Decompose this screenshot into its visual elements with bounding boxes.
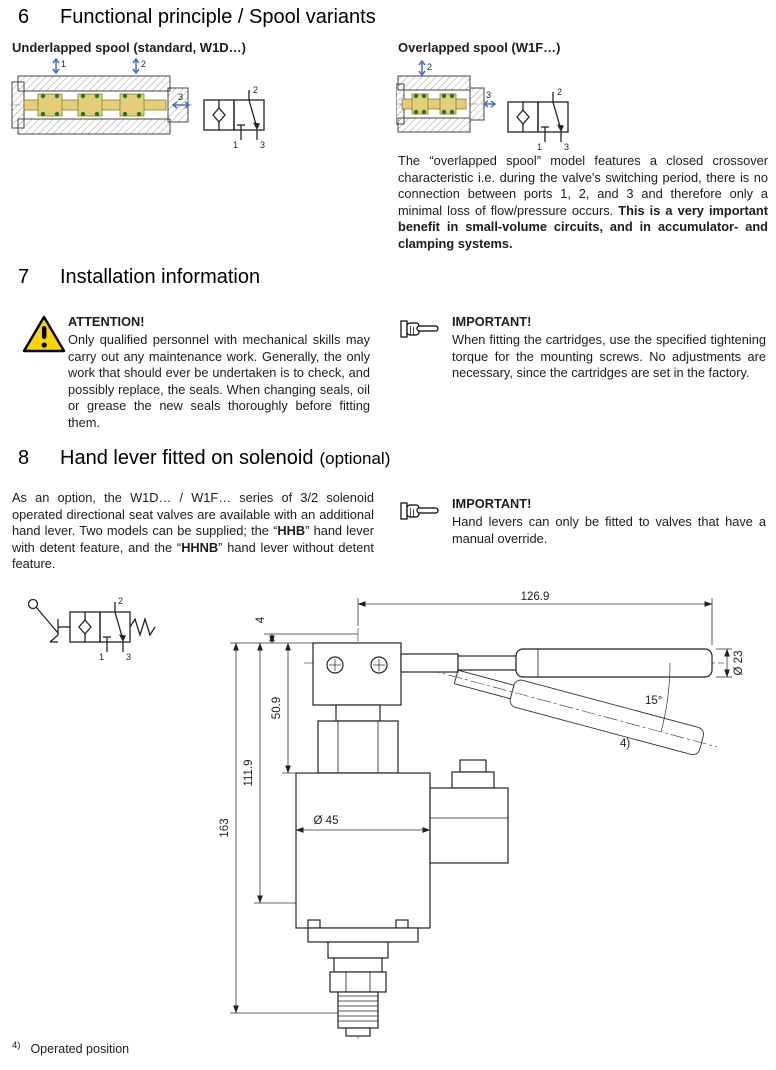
port-label-3: 3 [486, 90, 492, 100]
model-hhnb: HHNB [181, 539, 219, 555]
note-ref-4: 4) [620, 738, 631, 750]
spool [402, 94, 466, 114]
dim-126-9: 126.9 [520, 591, 550, 603]
dim-4: 4 [255, 616, 267, 624]
pointing-hand-icon [400, 318, 440, 340]
underlapped-valve-symbol [196, 82, 301, 152]
section-6-title: Functional principle / Spool variants [60, 6, 376, 28]
technical-drawing [208, 590, 774, 1042]
section-7-heading [18, 266, 260, 289]
overlapped-description [398, 153, 768, 253]
attention-body: Only qualified personnel with mechanical skills may carry out any maintenance work. Generally, the only work that should ever be undertaken is to check, and possibly replace, the seals. When changing seals, oil or grease the new seals thoroughly before fitting them. [68, 332, 370, 430]
valve-symbol-shape [29, 600, 156, 653]
lever-shaft [401, 654, 458, 672]
overlapped-description-normal: The “overlapped spool” model features a closed crossover characteristic i.e. during the valve's switching period, there is no connection between ports 1, 2, and 3 and therefore only a minimal loss of flow/pressure occurs. [398, 153, 768, 218]
section-6-heading [18, 6, 376, 29]
dim-grip-diameter: Ø 23 [733, 650, 745, 676]
hand-lever-description [12, 490, 374, 573]
attention-note [68, 314, 370, 432]
footnote [12, 1040, 129, 1056]
hand-lever-symbol [29, 600, 71, 643]
footnote-marker: 4) [12, 1040, 21, 1051]
port-label-2: 2 [253, 85, 259, 95]
connector-plug [430, 788, 508, 863]
important-heading: IMPORTANT! [452, 496, 532, 511]
overlapped-caption: Overlapped spool (W1F…) [398, 40, 561, 55]
dim-coil-diameter: Ø 45 [313, 815, 339, 827]
dim-angle-15: 15° [645, 695, 663, 707]
section-8-number: 8 [18, 447, 30, 469]
dim-50-9: 50.9 [271, 696, 283, 720]
section-8-title: Hand lever fitted on solenoid [60, 447, 314, 469]
spring-symbol [130, 619, 155, 635]
solenoid-coil [296, 773, 430, 928]
valve-symbol-shape [204, 90, 264, 140]
important-heading: IMPORTANT! [452, 314, 532, 329]
important-note-hand-lever [452, 496, 766, 547]
port-label-3: 3 [564, 142, 570, 152]
port-label-2: 2 [118, 596, 124, 606]
cartridge-thread [338, 992, 378, 1028]
port-label-3: 3 [260, 140, 266, 150]
underlapped-caption: Underlapped spool (standard, W1D…) [12, 40, 247, 55]
port-label-1: 1 [537, 142, 543, 152]
overlapped-description-bold: This is a very important benefit in small-volume circuits, and in accumulator- and clamping systems. [398, 202, 768, 251]
important-body: Hand levers can only be fitted to valves that have a manual override. [452, 514, 766, 546]
overlapped-valve-symbol [500, 84, 605, 154]
port-label-2: 2 [557, 87, 563, 97]
port-label-2: 2 [141, 59, 147, 69]
important-note-installation [452, 314, 766, 382]
hand-lever-valve-symbol [10, 592, 180, 670]
overlapped-cross-section-figure [396, 60, 496, 148]
dim-163: 163 [219, 818, 231, 838]
model-hhb: HHB [277, 523, 306, 539]
port-label-1: 1 [233, 140, 239, 150]
important-body: When fitting the cartridges, use the specified tightening torque for the mounting screws. No adjustments are necessary, since the cartridges are set in the factory. [452, 332, 766, 381]
lever-grip [516, 649, 712, 677]
hand-lever-description-part: ” hand lever without detent feature. [12, 539, 374, 572]
valve-symbol-shape [508, 92, 568, 142]
section-8-heading [18, 447, 390, 470]
hand-lever-description-part: As an option, the W1D… / W1F… series of 3/2 solenoid operated directional seat valves are available with an additional hand lever. Two models can be supplied; the “ [12, 490, 374, 539]
port-label-1: 1 [99, 652, 105, 662]
port-label-1: 1 [61, 59, 67, 69]
port-label-3: 3 [178, 92, 184, 102]
hand-lever-description-part: ” hand lever with detent feature, and the “ [12, 523, 374, 555]
section-7-number: 7 [18, 266, 30, 288]
spool [24, 94, 166, 116]
underlapped-cross-section-figure [10, 56, 192, 154]
section-6-number: 6 [18, 6, 30, 28]
warning-triangle-icon [22, 314, 66, 354]
section-8-title-suffix: (optional) [319, 448, 391, 468]
pointing-hand-icon [400, 500, 440, 522]
section-7-title: Installation information [60, 266, 261, 288]
port-label-3: 3 [126, 652, 132, 662]
port-label-2: 2 [427, 62, 433, 72]
dim-111-9: 111.9 [243, 759, 255, 787]
attention-heading: ATTENTION! [68, 314, 145, 329]
footnote-text: Operated position [30, 1042, 130, 1057]
